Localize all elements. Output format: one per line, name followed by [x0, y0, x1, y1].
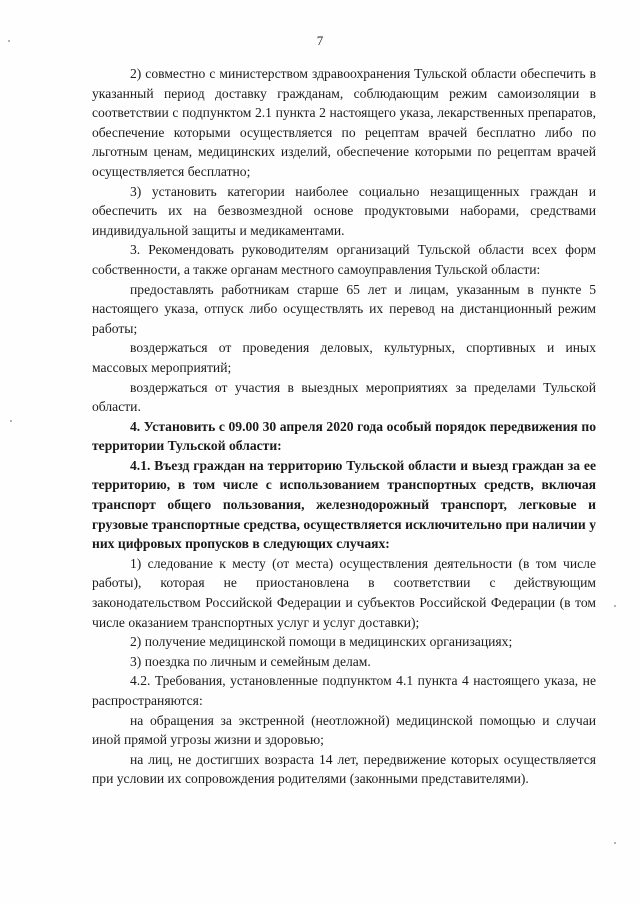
paragraph-exceptions: 4.2. Требования, установленные подпунктом 4.1 пункта 4 настоящего указа, не распространяются: [92, 673, 596, 708]
scan-speck [8, 40, 10, 42]
paragraph-exception-minors: на лиц, не достигших возраста 14 лет, передвижение которых осуществляется при условии их сопровождения родителями (законными представителями). [92, 751, 596, 787]
scan-speck [614, 605, 616, 607]
scan-speck [10, 420, 12, 422]
paragraph-delivery-medicines: 2) совместно с министерством здравоохранения Тульской области обеспечить в указанный период доставку гражданам, соблюдающим режим самоизоляции в соответствии с подпунктом 2.1 пункта 2 настоящего указа, лекарственных препаратов, обеспечение которыми осуществляется по рецептам врачей бесплатно либо по льготным ценам, медицинских изделий, обеспечение которыми по рецептам врачей осуществляется бесплатно; [92, 66, 596, 179]
page-number: 7 [316, 33, 324, 48]
paragraph-exception-emergency: на обращения за экстренной (неотложной) медицинской помощью и случаи иной прямой угрозы жизни и здоровью; [92, 712, 596, 748]
scan-speck [614, 842, 616, 844]
paragraph-mass-events: воздержаться от проведения деловых, культурных, спортивных и иных массовых мероприятий; [92, 340, 596, 375]
paragraph-outbound-events: воздержаться от участия в выездных мероприятиях за пределами Тульской области. [92, 379, 596, 415]
paragraph-food-sets: 3) установить категории наиболее социально незащищенных граждан и обеспечить их на безвозмездной основе продуктовыми наборами, средствами индивидуальной защиты и медикаментами. [92, 183, 596, 238]
paragraph-movement-order-heading: 4. Установить с 09.00 30 апреля 2020 года особый порядок передвижения по территории Тульской области: [92, 418, 596, 454]
paragraph-recommend-employers: 3. Рекомендовать руководителям организаций Тульской области всех форм собственности, а также органам местного самоуправления Тульской области: [92, 242, 596, 277]
paragraph-digital-passes: 4.1. Въезд граждан на территорию Тульской области и выезд граждан за ее территорию, в том числе с использованием транспортных средств, включая транспорт общего пользования, железнодорожный транспорт, легковые и грузовые транспортные средства, осуществляется исключительно при наличии у них цифровых пропусков в следующих случаях: [92, 457, 596, 552]
document-body [92, 64, 596, 789]
paragraph-case-personal: 3) поездка по личным и семейным делам. [130, 653, 371, 669]
paragraph-case-work: 1) следование к месту (от места) осуществления деятельности (в том числе работы), которая не приостановлена в соответствии с действующим законодательством Российской Федерации и субъектов Российской Федерации (в том числе оказанием транспортных услуг и услуг доставки); [92, 555, 596, 630]
paragraph-remote-work: предоставлять работникам старше 65 лет и лицам, указанным в пункте 5 настоящего указа, отпуск либо осуществлять их перевод на дистанционный режим работы; [92, 281, 596, 336]
paragraph-case-medical: 2) получение медицинской помощи в медицинских организациях; [130, 634, 513, 650]
